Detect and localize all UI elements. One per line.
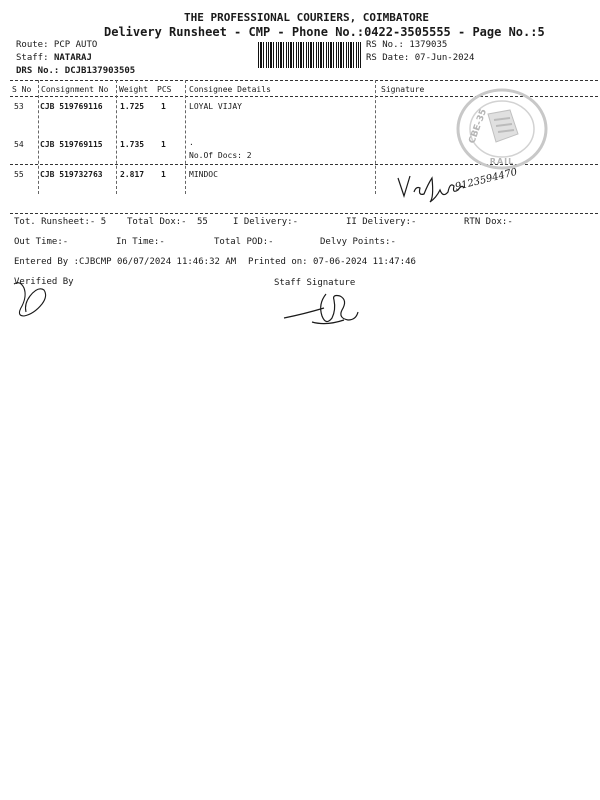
row-sno: 53 xyxy=(14,102,24,111)
row-weight: 1.735 xyxy=(120,140,145,149)
row-consignee: LOYAL VIJAY xyxy=(189,102,242,111)
row-weight: 2.817 xyxy=(120,170,145,179)
company-name: THE PROFESSIONAL COURIERS, COIMBATORE xyxy=(184,11,430,24)
row-pcs: 1 xyxy=(161,140,166,149)
tot-runsheet: Tot. Runsheet:- 5 xyxy=(14,217,107,227)
col-header-weight: Weight xyxy=(119,85,148,94)
barcode xyxy=(258,42,361,68)
col-header-consignee: Consignee Details xyxy=(189,85,271,94)
col-divider-2 xyxy=(116,80,117,194)
row-consignment: CJB 519732763 xyxy=(40,170,103,179)
total-pod: Total POD:- xyxy=(214,237,274,247)
row-sno: 55 xyxy=(14,170,24,179)
row-consignment: CJB 519769115 xyxy=(40,140,103,149)
staff-value: NATARAJ xyxy=(53,53,92,63)
col-divider-4 xyxy=(375,80,376,194)
rs-number: RS No.: 1379035 xyxy=(366,40,448,50)
col-header-consignment: Consignment No xyxy=(41,85,109,94)
row-consignee: . xyxy=(189,138,194,147)
drs-value: DCJB137903505 xyxy=(64,66,136,76)
row-consignee: MINDOC xyxy=(189,170,218,179)
row-pcs: 1 xyxy=(161,170,166,179)
entered-by: Entered By :CJBCMP 06/07/2024 11:46:32 AM xyxy=(14,257,237,267)
drs-line xyxy=(16,66,135,76)
staff-signature xyxy=(282,288,372,334)
route-label: Route: PCP AUTO xyxy=(16,40,98,50)
total-dox-label: Total Dox:- xyxy=(127,217,187,227)
row-sno: 54 xyxy=(14,140,24,149)
total-dox-value: 55 xyxy=(197,217,208,227)
in-time: In Time:- xyxy=(116,237,165,247)
out-time: Out Time:- xyxy=(14,237,69,247)
staff-signature-label: Staff Signature xyxy=(274,278,356,288)
staff-label: Staff: xyxy=(16,53,49,63)
runsheet-subtitle: Delivery Runsheet - CMP - Phone No.:0422-3505555 - Page No.:5 xyxy=(104,25,545,39)
row-pcs: 1 xyxy=(161,102,166,111)
drs-label: DRS No.: xyxy=(16,66,60,76)
verified-by-label: Verified By xyxy=(14,277,74,287)
table-bottom-rule xyxy=(10,213,598,214)
verified-by-signature xyxy=(12,278,62,320)
row-consignment: CJB 519769116 xyxy=(40,102,103,111)
table-top-rule xyxy=(10,80,598,81)
stamp-left-text: CBE-35 xyxy=(467,107,490,146)
col-header-sno: S No xyxy=(12,85,32,94)
handwritten-phone: 9123594470 xyxy=(454,166,519,193)
stamp-bottom-text: RAIL xyxy=(489,157,515,166)
ii-delivery: II Delivery:- xyxy=(346,217,417,227)
printed-on: Printed on: 07-06-2024 11:47:46 xyxy=(248,257,416,267)
delvy-points: Delvy Points:- xyxy=(320,237,396,247)
rs-date: RS Date: 07-Jun-2024 xyxy=(366,53,475,63)
col-divider-3 xyxy=(185,80,186,194)
col-header-pcs: PCS xyxy=(157,85,172,94)
staff-line xyxy=(16,53,92,63)
i-delivery: I Delivery:- xyxy=(233,217,299,227)
receiver-signature xyxy=(396,158,576,208)
row-weight: 1.725 xyxy=(120,102,145,111)
col-divider-1 xyxy=(38,80,39,194)
row-doc-count: No.Of Docs: 2 xyxy=(189,151,252,160)
rtn-dox: RTN Dox:- xyxy=(464,217,513,227)
col-header-signature: Signature xyxy=(381,85,425,94)
